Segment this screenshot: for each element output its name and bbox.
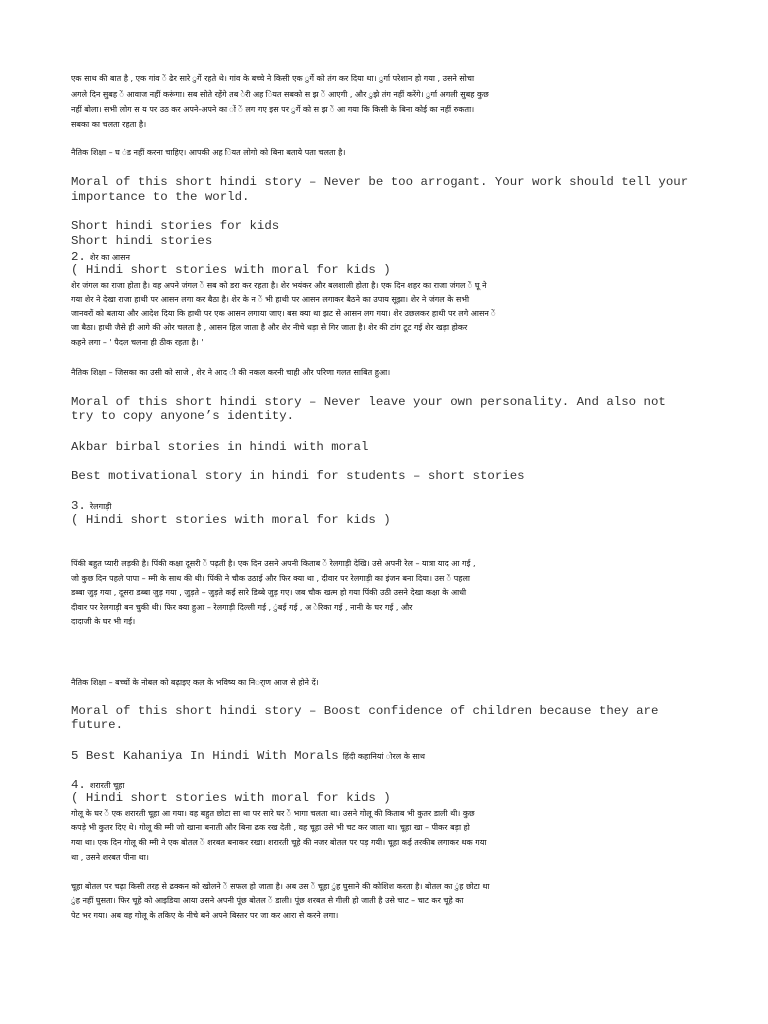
story-2-paragraph-line: शेर जंगल का राजा होता है। वह अपने जंगल ें सब को डरा कर रहता है। शेर भयंकर और बलशाली होता है। एक दिन शहर का राजा जंगल ें घू ने <box>71 281 487 290</box>
story-4-paragraph-line: था , उसने शरबत पीना था। <box>71 853 149 862</box>
related-motivational-story: Best motivational story in hindi for students – short stories <box>71 469 525 483</box>
story-3-title: रेलगाड़ी <box>89 502 112 511</box>
related-5-best-kahaniya-hindi: हिंदी कहानियां ोरल के साथ <box>342 752 425 761</box>
story-3-subtitle: ( Hindi short stories with moral for kids ) <box>71 513 391 527</box>
story-2-subtitle: ( Hindi short stories with moral for kids ) <box>71 263 391 277</box>
story-4-paragraph-2-line: पेट भर गया। अब वह गोलू के तकिए के नीचे बने अपने बिस्तर पर जा कर आरा से करने लगा। <box>71 911 339 920</box>
story-3-moral-hindi: नैतिक शिक्षा – बच्चों के नोबल को बढ़ाइए कल के भविष्य का निर्ाण आज से होने दें। <box>71 678 319 687</box>
story-2-title: शेर का आसन <box>89 253 130 262</box>
story-2-heading <box>71 249 701 263</box>
story-3-paragraph-line: जो कुछ दिन पहले पापा – म्मी के साथ की थी। पिंकी ने चौक उठाई और फिर क्या था , दीवार पर रेलगाड़ी का इंजन बना दिया। उस ें पहला <box>71 574 470 583</box>
story-3-moral-english-line: future. <box>71 718 124 732</box>
story-1-moral-hindi: नैतिक शिक्षा – घ ंड नहीं करना चाहिए। आपकी अह ियत लोगो को बिना बताये पता चलता है। <box>71 148 346 157</box>
story-2-paragraph-line: गया शेर ने देखा राजा हाथी पर आसन लगा कर बैठा है। शेर के न ें भी हाथी पर आसन लगाकर बैठने का उपाय सूझा। शेर ने जंगल के सभी <box>71 295 470 304</box>
story-4-paragraph-line: गया था। एक दिन गोलू की म्मी ने एक बोतल ें शरबत बनाकर रखा। शरारती चूहे की नजर बोतल पर पड़ गयी। चूहा कई तरकीब लगाकर थक गया <box>71 838 487 847</box>
story-2-number: 2. <box>71 250 86 263</box>
story-1-paragraph-line: अगले दिन सुबह ें आवाज नहीं करूंगा। सब सोते रहेंगे तब ेरी अह ियत सबको स झ ें आएगी , और ुझे तंग नहीं करेंगे। ुर्गा अगली सुबह कुछ <box>71 90 489 99</box>
story-4-paragraph-2-line: चूहा बोतल पर चढ़ा किसी तरह से ढक्कन को खोलने ें सफल हो जाता है। अब उस ें चूहा ुंह घुसाने की कोशिश करता है। बोतल का ुंह छोटा था <box>71 882 490 891</box>
story-2-paragraph-line: जानवरों को बताया और आदेश दिया कि हाथी पर एक आसन लगाया जाए। बस क्या था झट से आसन लग गया। शेर उछलकर हाथी पर लगे आसन ें <box>71 309 496 318</box>
story-3-moral-english-line: Moral of this short hindi story – Boost confidence of children because they are <box>71 704 659 718</box>
story-2-paragraph-line: कहने लगा – ' पैदल चलना ही ठीक रहता है। ' <box>71 338 204 347</box>
story-3-heading <box>71 498 701 512</box>
story-4-paragraph-line: गोलू के घर ें एक शरारती चूहा आ गया। वह बहुत छोटा सा था पर सारे घर ें भागा चलता था। उसने गोलू की किताब भी कुतर डाली थी। कुछ <box>71 809 475 818</box>
story-1-moral-english-line: importance to the world. <box>71 190 250 204</box>
story-2-moral-english-line: Moral of this short hindi story – Never leave your own personality. And also not <box>71 395 666 409</box>
story-3-paragraph-line: डब्बा जुड़ गया , दूसरा डब्बा जुड़ गया , जुड़ते – जुड़ते कई सारे डिब्बे जुड़ गए। जब चौक खत्म हो गया पिंकी उठी उसने देखा कक्षा के आधी <box>71 588 467 597</box>
story-1-paragraph-line: एक साथ की बात है , एक गांव ें ढेर सारे ुर्गे रहते थे। गांव के बच्चे ने किसी एक ुर्गे को तंग कर दिया था। ुर्गा परेशान हो गया , उसने सोचा <box>71 74 475 83</box>
related-akbar-birbal-stories: Akbar birbal stories in hindi with moral <box>71 440 369 454</box>
story-4-paragraph-line: कपड़े भी कुतर दिए थे। गोलू की म्मी जो खाना बनाती और बिना ढक रख देती , वह चूहा उसे भी चट कर जाता था। चूहा खा – पीकर बड़ा हो <box>71 823 470 832</box>
story-1-paragraph-line: नहीं बोला। सभी लोग स य पर उठ कर अपने-अपने का ों ें लग गए इस पर ुर्गे को स झ ें आ गया कि किसी के बिना कोई का नहीं रुकता। <box>71 105 475 114</box>
related-short-hindi-stories-for-kids: Short hindi stories for kids <box>71 219 280 233</box>
story-2-paragraph-line: जा बैठा। हाथी जैसे ही आगे की ओर चलता है , आसन हिल जाता है और शेर नीचे धड़ा से गिर जाता है। शेर की टांग टूट गई शेर खड़ा होकर <box>71 323 468 332</box>
story-2-moral-hindi: नैतिक शिक्षा – जिसका का उसी को साजे , शेर ने आद ी की नकल करनी चाही और परिणा गलत साबित हुआ। <box>71 368 391 377</box>
story-3-number: 3. <box>71 499 86 512</box>
story-3-paragraph-line: दादाजी के घर भी गई। <box>71 617 136 626</box>
story-1-paragraph-line: सबका का चलता रहता है। <box>71 120 147 129</box>
related-short-hindi-stories: Short hindi stories <box>71 234 213 248</box>
story-4-subtitle: ( Hindi short stories with moral for kids ) <box>71 791 391 805</box>
story-4-heading <box>71 777 701 791</box>
story-4-title: शरारती चूहा <box>89 781 125 790</box>
story-1-moral-english-line: Moral of this short hindi story – Never be too arrogant. Your work should tell your <box>71 175 689 189</box>
related-5-best-kahaniya <box>71 748 701 762</box>
story-4-number: 4. <box>71 778 86 791</box>
story-3-paragraph-line: पिंकी बहुत प्यारी लड़की है। पिंकी कक्षा दूसरी ें पढ़ती है। एक दिन उसने अपनी किताब ें रेलगाड़ी देखि। उसे अपनी रेल – यात्रा याद आ गई , <box>71 559 476 568</box>
related-5-best-kahaniya-text: 5 Best Kahaniya In Hindi With Morals <box>71 749 339 762</box>
story-3-paragraph-line: दीवार पर रेलगाड़ी बन चुकी थी। फिर क्या हुआ – रेलगाड़ी दिल्ली गई , ुंबई गई , अ ेरिका गई , नानी के घर गई , और <box>71 603 413 612</box>
story-4-paragraph-2-line: ुंह नहीं घुसता। फिर चूहे को आइडिया आया उसने अपनी पूंछ बोतल ें डाली। पूंछ शरबत से गीली हो जाती है उसे चाट – चाट कर चूहे का <box>71 896 464 905</box>
story-2-moral-english-line: try to copy anyone’s identity. <box>71 409 295 423</box>
